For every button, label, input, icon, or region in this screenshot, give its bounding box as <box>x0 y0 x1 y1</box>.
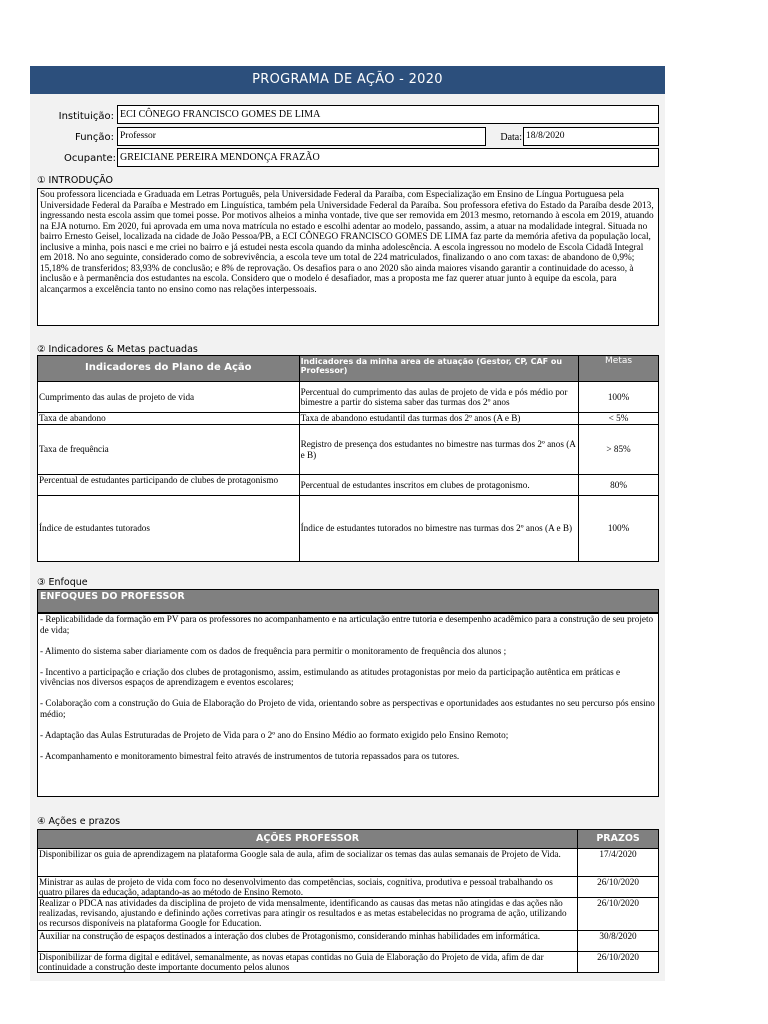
indicador-plano[interactable]: Taxa de abandono <box>38 413 300 425</box>
acao-prazo[interactable]: 26/10/2020 <box>578 952 659 973</box>
table-row <box>38 382 659 413</box>
table-row <box>38 931 659 952</box>
col-header-prazos: PRAZOS <box>578 830 659 849</box>
indicador-plano[interactable]: Percentual de estudantes participando de clubes de protagonismo <box>38 475 300 496</box>
table-row <box>38 475 659 496</box>
table-row <box>38 413 659 425</box>
indicador-plano[interactable]: Índice de estudantes tutorados <box>38 496 300 562</box>
col-header-acoes: AÇÕES PROFESSOR <box>38 830 578 849</box>
table-row <box>38 877 659 898</box>
indicador-meta[interactable]: 100% <box>579 382 659 413</box>
intro-text[interactable]: Sou professora licenciada e Graduada em Letras Português, pela Universidade Federal da Paraíba, com Especialização em Ensino de Língua Portuguesa pela Universidade Federal da Paraíba e Mestrado em Linguística, também pela Universidade Federal da Paraíba. Sou professora efetiva do Estado da Paraíba desde 2013, ingressando nesta escola assim que tomei posse. Por motivos alheios a minha vontade, tive que ser removida em 2013 mesmo, retornando à escola em 2019, atuando na EJA noturno. Em 2020, fui aprovada em uma nova matrícula no estado e escolhi adentar ao modelo, passando, assim, a atuar na modalidade integral. Situada no bairro Ernesto Geisel, localizada na cidade de João Pessoa/PB, a ECI CÔNEGO FRANCISCO GOMES DE LIMA faz parte da memória afetiva da população local, inclusive a minha, pois nasci e me criei no bairro e já estudei nesta escola quando da minha adolescência. A escola ingressou no modelo de Escola Cidadã Integral em 2018. No ano seguinte, considerado como de sobrevivência, a escola teve um total de 224 matriculados, finalizando o ano com taxas: de abandono de 0,9%; 15,18% de transferidos; 83,93% de conclusão; e 8% de reprovação. Os desafios para o ano 2020 são ainda maiores visando garantir a continuidade do acesso, à inclusão e à permanência dos estudantes na escola. Considero que o modelo é desafiador, mas a proposta me faz querer atuar junto à equipe da escola, para alcançarmos a excelência tanto no ensino como nas relações interpessoais. <box>37 188 659 326</box>
acao-prazo[interactable]: 30/8/2020 <box>578 931 659 952</box>
ocupante-field[interactable]: GREICIANE PEREIRA MENDONÇA FRAZÃO <box>117 148 659 167</box>
acao-text[interactable]: Ministrar as aulas de projeto de vida com foco no desenvolvimento das competências, sociais, cognitiva, produtiva e pessoal trabalhando os quatro pilares da educação, adaptando-as ao método de Ensino Remoto. <box>38 877 578 898</box>
indicador-area[interactable]: Índice de estudantes tutorados no bimestre nas turmas dos 2º anos (A e B) <box>299 496 579 562</box>
col-header-plano: Indicadores do Plano de Ação <box>38 356 300 382</box>
indicadores-heading: ② Indicadores & Metas pactuadas <box>37 344 198 355</box>
indicador-meta[interactable]: > 85% <box>579 425 659 475</box>
table-row <box>38 425 659 475</box>
acao-text[interactable]: Disponibilizar os guia de aprendizagem na plataforma Google sala de aula, afim de socializar os temas das aulas semanais de Projeto de Vida. <box>38 849 578 877</box>
enfoque-list[interactable] <box>37 613 659 797</box>
indicador-area[interactable]: Taxa de abandono estudantil das turmas dos 2º anos (A e B) <box>299 413 579 425</box>
indicador-area[interactable]: Registro de presença dos estudantes no bimestre nas turmas dos 2º anos (A e B) <box>299 425 579 475</box>
table-row <box>38 849 659 877</box>
acoes-table <box>37 829 659 973</box>
table-row <box>38 952 659 973</box>
acao-text[interactable]: Auxiliar na construção de espaços destinados a interação dos clubes de Protagonismo, considerando minhas habilidades em informática. <box>38 931 578 952</box>
instituicao-field[interactable]: ECI CÔNEGO FRANCISCO GOMES DE LIMA <box>117 105 659 124</box>
acao-text[interactable]: Realizar o PDCA nas atividades da disciplina de projeto de vida mensalmente, identificando as causas das metas não atingidas e das ações não realizadas, revisando, ajustando e definindo ações corretivas para atingir os resultados e as metas estabelecidas no programa de ação, utilizando os recursos disponíveis na plataforma Google for Education. <box>38 898 578 931</box>
table-row <box>38 898 659 931</box>
indicador-meta[interactable]: 100% <box>579 496 659 562</box>
list-item: - Acompanhamento e monitoramento bimestral feito através de instrumentos de tutoria repassados para os tutores. <box>40 750 460 761</box>
list-item: - Alimento do sistema saber diariamente com os dados de frequência para permitir o monitoramento de frequência dos alunos ; <box>40 645 507 656</box>
indicador-plano[interactable]: Cumprimento das aulas de projeto de vida <box>38 382 300 413</box>
indicador-area[interactable]: Percentual de estudantes inscritos em clubes de protagonismo. <box>299 475 579 496</box>
page-title: PROGRAMA DE AÇÃO - 2020 <box>30 66 665 94</box>
enfoque-box-title: ENFOQUES DO PROFESSOR <box>37 589 659 613</box>
ocupante-label: Ocupante: <box>64 153 116 164</box>
indicador-meta[interactable]: 80% <box>579 475 659 496</box>
acao-prazo[interactable]: 17/4/2020 <box>578 849 659 877</box>
list-item: - Colaboração com a construção do Guia de Elaboração do Projeto de vida, orientando sobre as perspectivas e oportunidades aos estudantes no seu percurso pós ensino médio; <box>40 698 655 719</box>
indicadores-table <box>37 355 659 562</box>
indicador-area[interactable]: Percentual do cumprimento das aulas de projeto de vida e pós médio por bimestre a partir do sistema saber das turmas dos 2º anos <box>299 382 579 413</box>
funcao-field[interactable]: Professor <box>117 127 486 146</box>
acoes-heading: ④ Ações e prazos <box>37 816 121 827</box>
acao-text[interactable]: Disponibilizar de forma digital e editável, semanalmente, as novas etapas contidas no Guia de Elaboração do Projeto de vida, afim de dar continuidade a construção deste importante documento pelos alunos <box>38 952 578 973</box>
indicador-meta[interactable]: < 5% <box>579 413 659 425</box>
indicador-plano[interactable]: Taxa de frequência <box>38 425 300 475</box>
acao-prazo[interactable]: 26/10/2020 <box>578 877 659 898</box>
enfoque-heading: ③ Enfoque <box>37 577 88 588</box>
intro-heading: ① INTRODUÇÃO <box>37 175 114 186</box>
acao-prazo[interactable]: 26/10/2020 <box>578 898 659 931</box>
funcao-label: Função: <box>75 132 114 143</box>
data-field[interactable]: 18/8/2020 <box>523 127 659 146</box>
list-item: - Adaptação das Aulas Estruturadas de Projeto de Vida para o 2º ano do Ensino Médio ao formato exigido pelo Ensino Remoto; <box>40 729 509 740</box>
col-header-area: Indicadores da minha area de atuação (Gestor, CP, CAF ou Professor) <box>299 356 579 382</box>
table-row <box>38 496 659 562</box>
instituicao-label: Instituição: <box>58 111 114 122</box>
col-header-metas: Metas <box>579 356 659 382</box>
list-item: - Incentivo a participação e criação dos clubes de protagonismo, assim, estimulando as atitudes protagonistas por meio da participação autêntica em práticas e vivências nos diversos espaços de aprendizagem e eventos escolares; <box>40 666 621 687</box>
data-label: Data: <box>500 132 522 143</box>
list-item: - Replicabilidade da formação em PV para os professores no acompanhamento e na articulação entre tutoria e desempenho acadêmico para a construção de seu projeto de vida; <box>40 614 654 635</box>
